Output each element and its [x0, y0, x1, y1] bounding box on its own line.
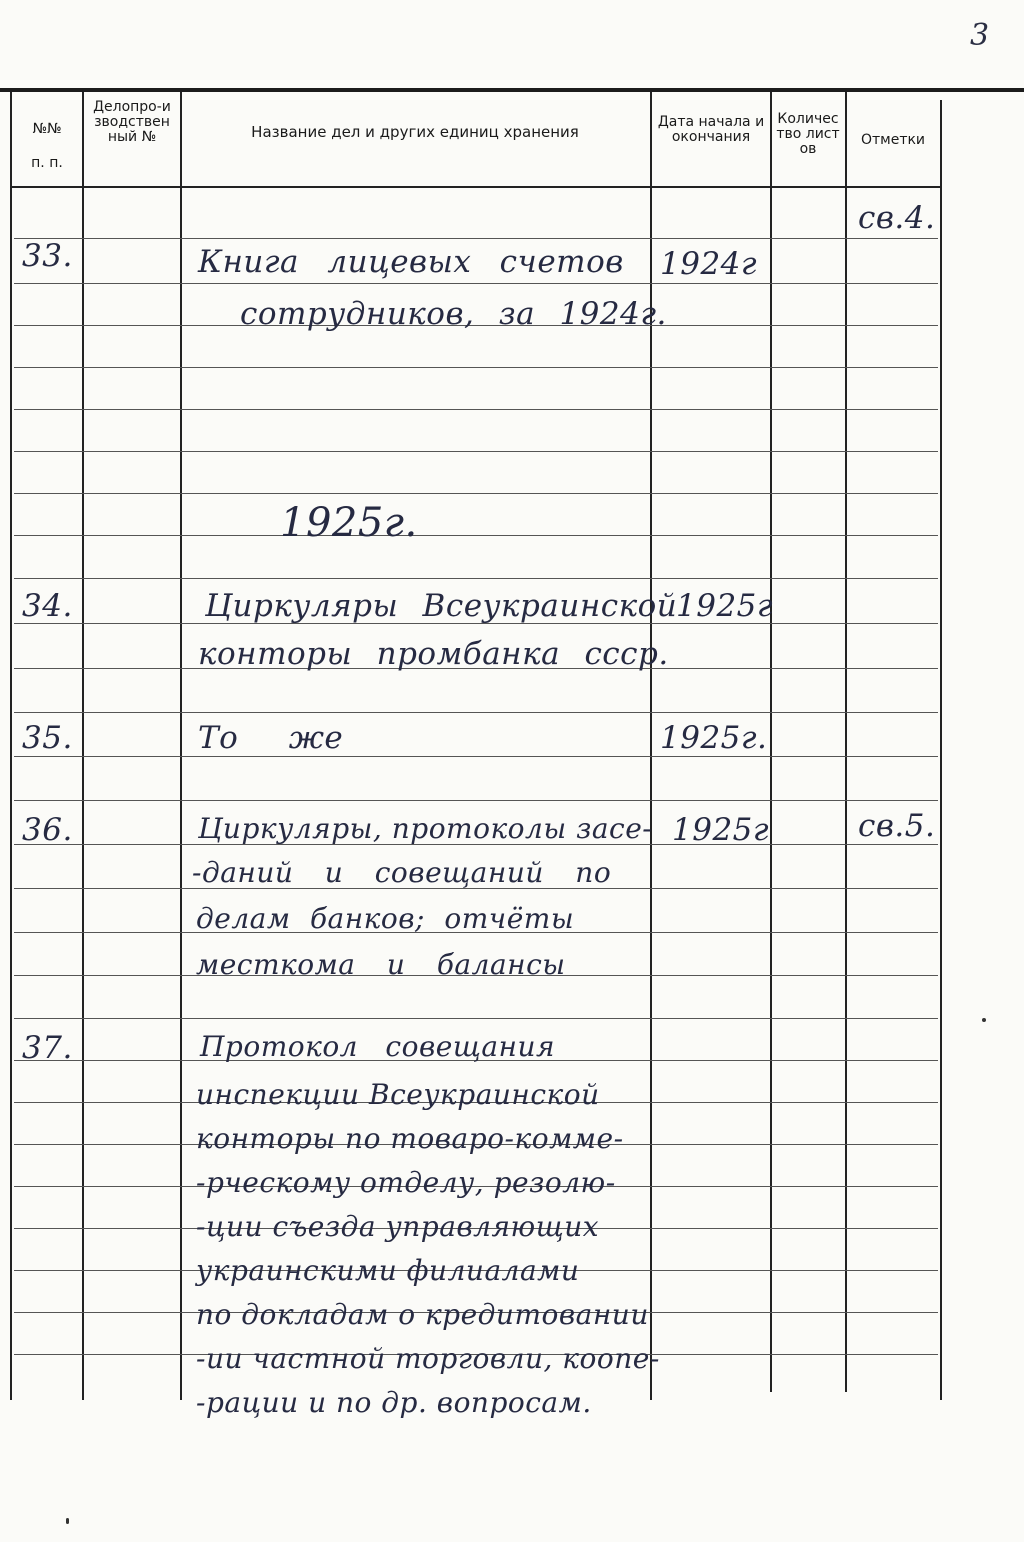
row-36-num: 36.: [22, 812, 73, 848]
ruled-line: [14, 409, 938, 410]
row-34-num: 34.: [22, 588, 73, 624]
row-35-num: 35.: [22, 720, 73, 756]
ruled-line: [14, 756, 938, 757]
header-title: Название дел и других единиц хранения: [251, 123, 579, 141]
ruled-line: [14, 238, 938, 239]
header-num: [14, 112, 80, 180]
row-37-title-line-6: украинскими филиалами: [196, 1254, 580, 1287]
row-36-title-line-4: месткома и балансы: [196, 948, 566, 981]
header-deloproiz: [86, 100, 178, 145]
ruled-line: [14, 1018, 938, 1019]
column-line-2: [180, 92, 182, 1400]
column-line-left: [10, 92, 12, 1400]
row-37-title-line-2: инспекции Всеукраинской: [196, 1078, 600, 1111]
ruled-line: [14, 451, 938, 452]
ruled-line: [14, 493, 938, 494]
ruled-line: [14, 535, 938, 536]
column-line-1: [82, 92, 84, 1400]
row-36-title-line-3: делам банков; отчёты: [196, 902, 575, 935]
row-33-num: 33.: [22, 238, 73, 274]
row-33-note: св.4.: [858, 200, 936, 236]
year-heading: 1925г.: [280, 500, 418, 546]
row-34-date: 1925г: [676, 588, 774, 624]
row-37-title-line-1: Протокол совещания: [200, 1030, 556, 1063]
row-33-title-line-2: сотрудников, за 1924г.: [240, 296, 667, 332]
speck: [982, 1018, 986, 1022]
row-37-title-line-5: -ции съезда управляющих: [196, 1210, 600, 1243]
header-deloproiz-text: Делопро-изводственный №: [93, 99, 171, 145]
row-35-date: 1925г.: [660, 720, 768, 756]
header-dates: Дата начала и окончания: [657, 114, 765, 145]
row-37-title-line-4: -рческому отделу, резолю-: [196, 1166, 616, 1199]
row-36-note: св.5.: [858, 808, 936, 844]
column-line-3: [650, 92, 652, 1400]
ruled-line: [14, 283, 938, 284]
row-37-title-line-3: конторы по товаро-комме-: [196, 1122, 624, 1155]
header-notes: Отметки: [860, 132, 926, 148]
ruled-line: [14, 578, 938, 579]
row-36-date: 1925г: [672, 812, 770, 848]
row-34-title-line-1: Циркуляры Всеукраинской: [205, 588, 678, 624]
column-line-5: [845, 92, 847, 1392]
header-num-text: №№ п. п.: [31, 121, 63, 171]
top-rule: [0, 88, 1024, 92]
row-33-date: 1924г: [660, 246, 758, 282]
row-37-title-line-9: -рации и по др. вопросам.: [196, 1386, 592, 1419]
ruled-line: [14, 712, 938, 713]
speck: [66, 1518, 69, 1524]
row-35-title-line-1: То же: [198, 720, 344, 756]
row-33-title-line-1: Книга лицевых счетов: [198, 244, 624, 280]
row-37-num: 37.: [22, 1030, 73, 1066]
ruled-line: [14, 367, 938, 368]
column-line-right: [940, 100, 942, 1400]
row-34-title-line-2: конторы промбанка ссср.: [198, 636, 669, 672]
page-number: 3: [970, 18, 990, 53]
header-sheets: Количество листов: [776, 111, 840, 157]
row-36-title-line-2: -даний и совещаний по: [192, 856, 612, 889]
row-37-title-line-7: по докладам о кредитовании: [196, 1298, 649, 1331]
ruled-line: [14, 800, 938, 801]
row-37-title-line-8: -ии частной торговли, коопе-: [196, 1342, 660, 1375]
column-line-4: [770, 92, 772, 1392]
row-36-title-line-1: Циркуляры, протоколы засе-: [198, 812, 653, 845]
header-rule: [10, 186, 942, 188]
